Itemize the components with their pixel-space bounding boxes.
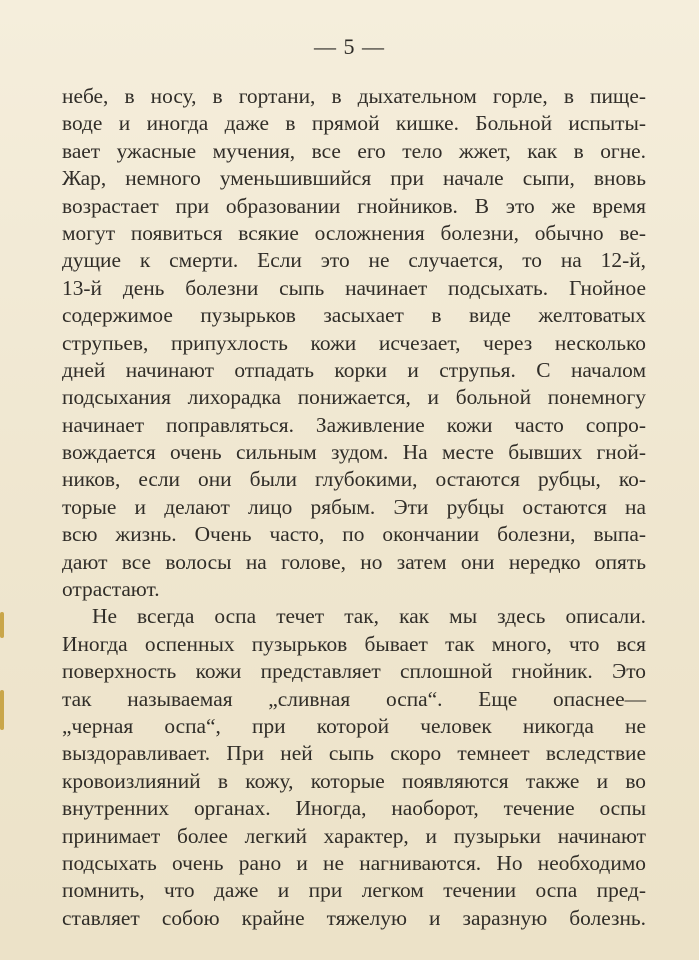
text-line: ников, если они были глубокими, остаются рубцы, ко-: [62, 467, 646, 492]
text-line: так называемая „сливная оспа“. Еще опаснее—: [62, 686, 646, 711]
text-line: торые и делают лицо рябым. Эти рубцы остаются на: [62, 494, 646, 519]
text-line: кровоизлияний в кожу, которые появляются также и во: [62, 768, 646, 793]
text-line: 13-й день болезни сыпь начинает подсыхать. Гнойное: [62, 275, 646, 300]
text-line: дают все волосы на голове, но затем они нередко опять: [62, 549, 646, 574]
text-line: всю жизнь. Очень часто, по окончании болезни, выпа-: [62, 522, 646, 547]
text-line: подсыхать очень рано и не нагниваются. Но необходимо: [62, 850, 646, 875]
text-line: струпьев, припухлость кожи исчезает, через несколько: [62, 330, 646, 355]
page-number: — 5 —: [314, 34, 385, 59]
text-line: Жар, немного уменьшившийся при начале сыпи, вновь: [62, 166, 646, 191]
text-line: „черная оспа“, при которой человек никогда не: [62, 713, 646, 738]
text-line: начинает поправляться. Заживление кожи часто сопро-: [62, 412, 646, 437]
text-line: вождается очень сильным зудом. На месте бывших гной-: [62, 440, 646, 465]
text-line: выздоравливает. При ней сыпь скоро темнеет вследствие: [62, 741, 646, 766]
text-line: подсыхания лихорадка понижается, и больной понемногу: [62, 385, 646, 410]
text-line: отрастают.: [62, 577, 160, 602]
text-line: дущие к смерти. Если это не случается, то на 12-й,: [62, 248, 646, 273]
text-line: небе, в носу, в гортани, в дыхательном горле, в пище-: [62, 84, 646, 108]
text-line: поверхность кожи представляет сплошной гнойник. Это: [62, 659, 646, 684]
page-edge-mark: [0, 690, 4, 730]
page-edge-mark: [0, 612, 4, 638]
text-line: вает ужасные мучения, все его тело жжет, как в огне.: [62, 138, 646, 163]
text-line: Не всегда оспа течет так, как мы здесь описали.: [92, 604, 646, 629]
text-line: помнить, что даже и при легком течении оспа пред-: [62, 878, 646, 903]
text-line: Иногда оспенных пузырьков бывает так много, что вся: [62, 631, 646, 656]
text-line: могут появиться всякие осложнения болезни, обычно ве-: [62, 220, 646, 245]
text-line: дней начинают отпадать корки и струпья. С началом: [62, 357, 646, 382]
text-line: внутренних органах. Иногда, наоборот, течение оспы: [62, 796, 646, 821]
text-line: ставляет собою крайне тяжелую и заразную болезнь.: [62, 905, 646, 930]
text-line: содержимое пузырьков засыхает в виде желтоватых: [62, 303, 646, 328]
text-line: возрастает при образовании гнойников. В это же время: [62, 193, 646, 218]
body-text: [62, 83, 646, 932]
text-line: воде и иногда даже в прямой кишке. Больной испыты-: [62, 111, 646, 136]
text-line: принимает более легкий характер, и пузырьки начинают: [62, 823, 646, 848]
